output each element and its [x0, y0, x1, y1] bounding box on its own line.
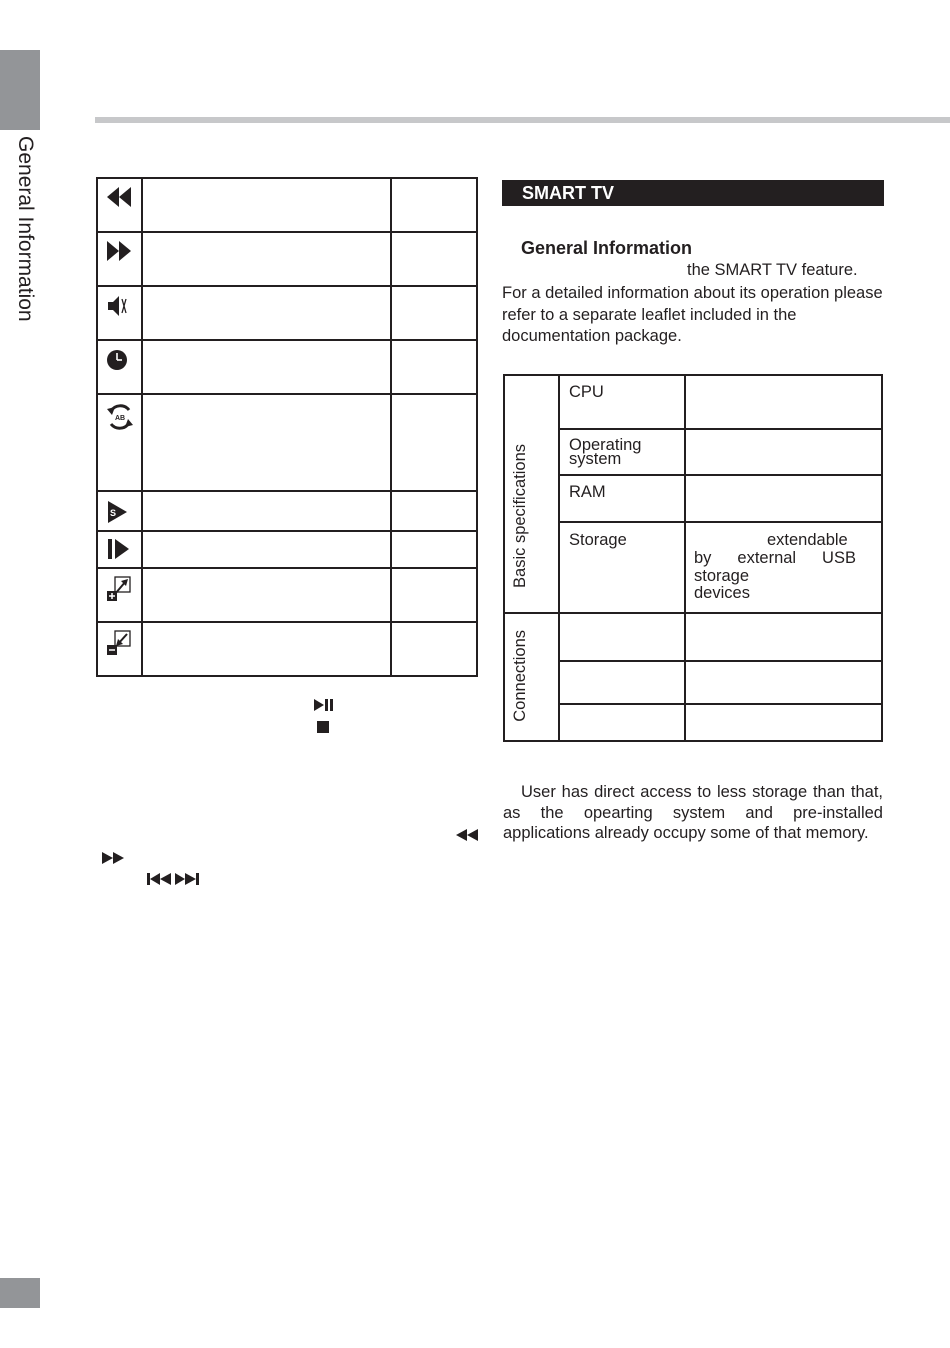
value-cell — [391, 568, 477, 622]
table-row — [97, 340, 477, 394]
table-border — [558, 428, 883, 430]
icon-cell — [97, 286, 142, 340]
svg-text:S: S — [110, 508, 117, 518]
table-border — [558, 660, 883, 662]
ab-repeat-icon — [105, 401, 135, 433]
storage-value-line2 — [694, 550, 856, 567]
description-cell — [142, 394, 391, 491]
icon-cell — [97, 622, 142, 676]
storage-value-line3: storage devices — [694, 567, 750, 602]
storage-value-line1: extendable — [767, 531, 848, 549]
side-tab-marker — [0, 50, 40, 130]
table-row — [97, 232, 477, 286]
spec-name-ram: RAM — [569, 483, 606, 501]
previous-icon — [146, 872, 172, 886]
value-cell — [391, 178, 477, 232]
spec-name-os: Operating system — [569, 436, 642, 468]
header-rule — [95, 117, 950, 123]
icon-cell — [97, 394, 142, 491]
table-row — [97, 622, 477, 676]
description-cell — [142, 286, 391, 340]
section-header-bar — [502, 180, 884, 206]
storage-value-word: external — [737, 549, 797, 567]
clock-icon — [105, 347, 133, 373]
step-play-icon — [105, 537, 133, 561]
group-label-basic: Basic specifications — [511, 444, 529, 588]
table-border — [503, 740, 883, 742]
zoom-out-icon — [105, 629, 133, 657]
value-cell — [391, 622, 477, 676]
fast-forward-icon — [105, 239, 133, 263]
forward-icon — [101, 851, 125, 865]
intro-paragraph: For a detailed information about its operation please refer to a separate leaflet included in the documentation package. — [502, 284, 883, 345]
spec-name-cpu: CPU — [569, 383, 604, 401]
icon-cell — [97, 340, 142, 394]
icon-cell — [97, 531, 142, 568]
icon-cell — [97, 568, 142, 622]
table-border — [558, 521, 883, 523]
remote-icons-table — [96, 177, 478, 677]
icon-cell — [97, 178, 142, 232]
zoom-in-icon — [105, 575, 133, 603]
table-row — [97, 286, 477, 340]
stop-icon — [316, 720, 330, 734]
table-border — [503, 612, 883, 614]
description-cell — [142, 491, 391, 531]
subtitle-icon — [105, 499, 131, 525]
mute-icon — [105, 293, 133, 319]
description-cell — [142, 568, 391, 622]
icon-cell — [97, 491, 142, 531]
value-cell — [391, 394, 477, 491]
table-border — [503, 374, 883, 376]
description-cell — [142, 178, 391, 232]
side-tab-label: General Information — [14, 136, 37, 322]
subsection-heading: General Information — [521, 238, 693, 258]
intro-fragment: the SMART TV feature. — [687, 261, 858, 279]
table-row — [97, 568, 477, 622]
table-row — [97, 178, 477, 232]
value-cell — [391, 491, 477, 531]
next-icon — [174, 872, 200, 886]
storage-note: User has direct access to less storage than that, as the opearting system and pre-installed applications already occupy some of that memory. — [503, 783, 883, 842]
value-cell — [391, 286, 477, 340]
storage-value-word: by — [694, 549, 712, 567]
table-border — [558, 703, 883, 705]
value-cell — [391, 232, 477, 286]
fast-rewind-icon — [105, 185, 133, 209]
table-border — [558, 474, 883, 476]
page-number-tab — [0, 1278, 40, 1308]
table-row — [97, 531, 477, 568]
value-cell — [391, 531, 477, 568]
storage-value-word: USB — [822, 549, 856, 567]
group-label-connections: Connections — [511, 630, 529, 722]
spec-name-storage: Storage — [569, 531, 627, 549]
table-border — [503, 374, 505, 742]
svg-text:AB: AB — [115, 415, 126, 422]
section-title: SMART TV — [522, 183, 614, 203]
description-cell — [142, 622, 391, 676]
icon-cell — [97, 232, 142, 286]
play-pause-icon — [313, 698, 335, 712]
description-cell — [142, 340, 391, 394]
rewind-icon — [455, 828, 479, 842]
description-cell — [142, 531, 391, 568]
description-cell — [142, 232, 391, 286]
table-row — [97, 491, 477, 531]
table-row — [97, 394, 477, 491]
value-cell — [391, 340, 477, 394]
